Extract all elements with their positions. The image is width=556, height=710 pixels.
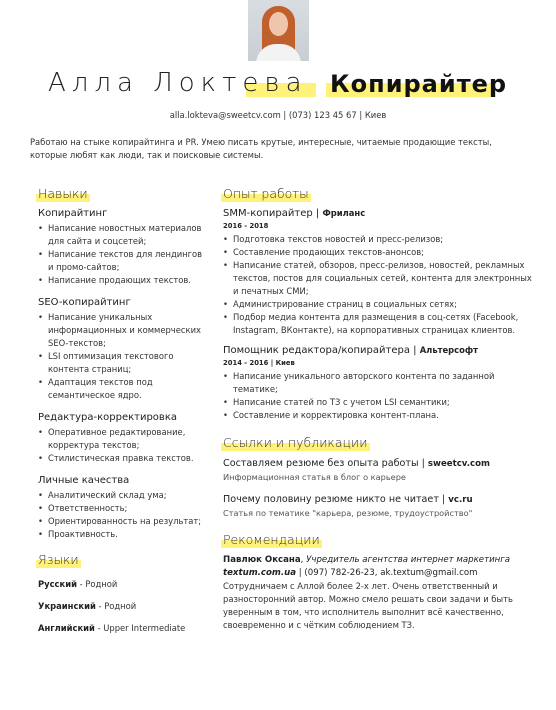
candidate-name: Алла Локтева bbox=[48, 68, 308, 98]
skill-group-title: Копирайтинг bbox=[38, 208, 108, 219]
experience-title: Опыт работы bbox=[223, 186, 313, 202]
language-item: Украинский - Родной bbox=[38, 601, 137, 611]
skill-group-title: SEO-копирайтинг bbox=[38, 297, 131, 308]
list-item: • Написание продающих текстов. bbox=[38, 274, 208, 287]
recommendations-section bbox=[223, 529, 535, 632]
job-title: SMM-копирайтер | Фриланс bbox=[223, 208, 366, 219]
skill-list bbox=[38, 311, 208, 402]
job-duties bbox=[223, 370, 535, 422]
list-item: • Администрирование страниц в социальных сетях; bbox=[223, 298, 535, 311]
list-item: • Написание уникального авторского контента по заданной тематике; bbox=[223, 370, 535, 396]
list-item: • Проактивность. bbox=[38, 528, 208, 541]
recommendations-title: Рекомендации bbox=[223, 532, 324, 548]
right-column bbox=[223, 183, 535, 632]
recommender-contacts: textum.com.ua | (097) 782-26-23, ak.textum@gmail.com bbox=[223, 568, 478, 578]
summary: Работаю на стыке копирайтинга и PR. Умею писать крутые, интересные, читаемые продающие тексты, которые любят как люди, так и поисковые системы. bbox=[30, 137, 492, 160]
languages-title: Языки bbox=[38, 552, 83, 568]
list-item: • Ответственность; bbox=[38, 502, 208, 515]
skill-list bbox=[38, 489, 208, 541]
skills-title: Навыки bbox=[38, 186, 92, 202]
list-item: • LSI оптимизация текстового контента страниц; bbox=[38, 350, 208, 376]
languages-section bbox=[38, 549, 208, 634]
publication-link[interactable]: Почему половину резюме никто не читает | vc.ru bbox=[223, 494, 473, 505]
recommender: Павлюк Оксана, Учредитель агентства интернет маркетинга bbox=[223, 555, 511, 565]
contact-line: alla.lokteva@sweetcv.com | (073) 123 45 67 | Киев bbox=[169, 110, 387, 120]
list-item: • Аналитический склад ума; bbox=[38, 489, 208, 502]
job-duties bbox=[223, 233, 535, 337]
list-item: • Написание текстов для лендингов и промо-сайтов; bbox=[38, 248, 208, 274]
skill-group-title: Редактура-корректировка bbox=[38, 412, 177, 423]
list-item: • Написание статей по ТЗ с учетом LSI семантики; bbox=[223, 396, 535, 409]
list-item: • Оперативное редактирование, корректура текстов; bbox=[38, 426, 208, 452]
list-item: • Подготовка текстов новостей и пресс-релизов; bbox=[223, 233, 535, 246]
experience-section bbox=[223, 183, 535, 422]
publications-section bbox=[223, 432, 535, 519]
job-title: Помощник редактора/копирайтера | Альтерсофт bbox=[223, 345, 479, 356]
list-item: • Адаптация текстов под семантическое ядро. bbox=[38, 376, 208, 402]
list-item: • Написание новостных материалов для сайта и соцсетей; bbox=[38, 222, 208, 248]
job-period: 2014 - 2016 | Киев bbox=[223, 359, 295, 367]
skill-list bbox=[38, 426, 208, 465]
list-item: • Написание уникальных информационных и коммерческих SEO-текстов; bbox=[38, 311, 208, 350]
list-item: • Подбор медиа контента для размещения в соц-сетях (Facebook, Instagram, ВКонтакте), на корпоративных страницах клиентов. bbox=[223, 311, 535, 337]
publications-title: Ссылки и публикации bbox=[223, 435, 372, 451]
candidate-role: Копирайтер bbox=[330, 70, 508, 98]
skill-list bbox=[38, 222, 208, 287]
publication-description: Статья по тематике "карьера, резюме, трудоустройство" bbox=[223, 508, 473, 518]
recommendation-text: Сотрудничаем с Аллой более 2-х лет. Очень ответственный и разносторонний автор. Можно смело решать свои задачи и быть уверенным в том, что исполнитель выполнит всё качественно, своевременно и с чётким соблюдением ТЗ. bbox=[223, 581, 513, 630]
list-item: • Ориентированность на результат; bbox=[38, 515, 208, 528]
name-row bbox=[0, 66, 556, 102]
list-item: • Стилистическая правка текстов. bbox=[38, 452, 208, 465]
skills-section bbox=[38, 183, 208, 541]
list-item: • Составление продающих текстов-анонсов; bbox=[223, 246, 535, 259]
skill-group-title: Личные качества bbox=[38, 475, 130, 486]
language-item: Русский - Родной bbox=[38, 579, 118, 589]
publication-link[interactable]: Составляем резюме без опыта работы | sweetcv.com bbox=[223, 458, 490, 469]
left-column bbox=[38, 183, 208, 634]
list-item: • Написание статей, обзоров, пресс-релизов, новостей, рекламных текстов, постов для социальных сетей, контента для электронных и печатных СМИ; bbox=[223, 259, 535, 298]
publication-description: Информационная статья в блог о карьере bbox=[223, 472, 406, 482]
language-item: Английский - Upper Intermediate bbox=[38, 623, 186, 633]
list-item: • Составление и корректировка контент-плана. bbox=[223, 409, 535, 422]
job-period: 2016 - 2018 bbox=[223, 222, 269, 230]
profile-photo bbox=[248, 0, 309, 61]
